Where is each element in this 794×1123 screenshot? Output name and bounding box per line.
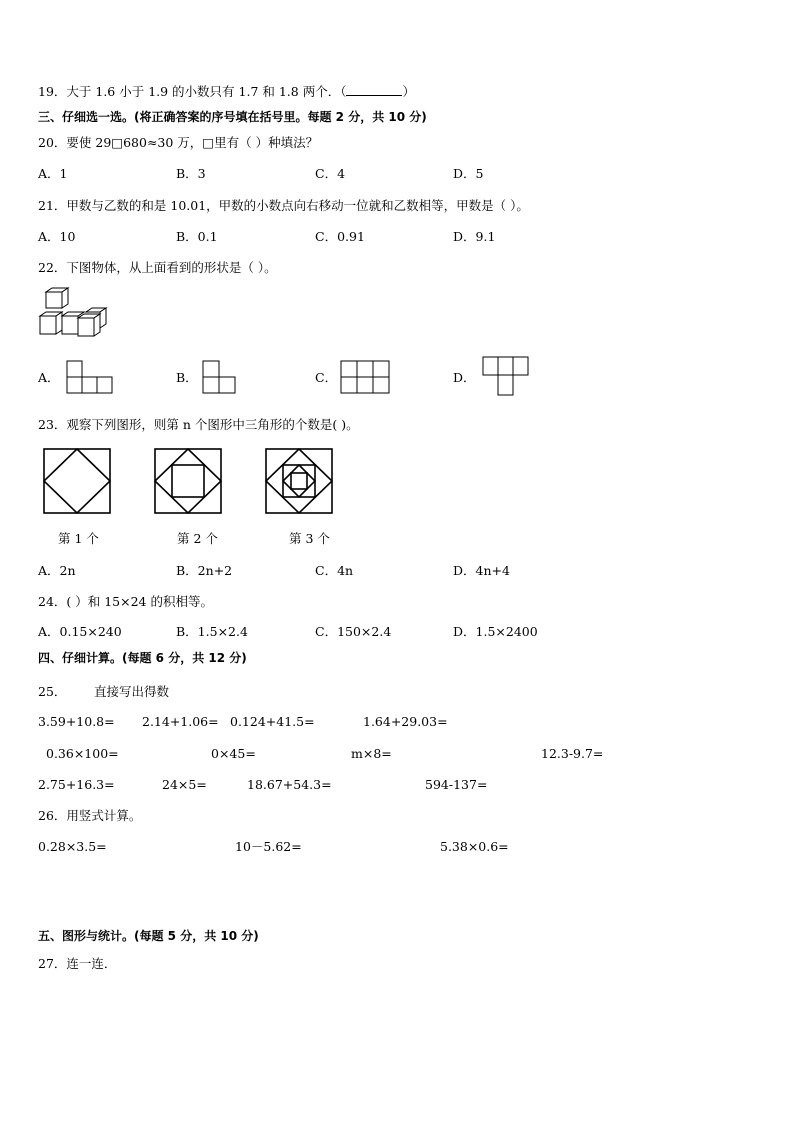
q26-item-2[interactable]: 10－5.62= xyxy=(235,839,302,854)
q25-r1-c3[interactable]: 0.124+41.5= xyxy=(230,714,315,729)
q20-option-a[interactable]: A．1 xyxy=(38,166,68,181)
q20-option-c[interactable]: C．4 xyxy=(315,166,346,181)
q24-option-a[interactable]: A．0.15×240 xyxy=(38,624,122,639)
q25-r3-c3[interactable]: 18.67+54.3= xyxy=(247,777,332,792)
q25-r3-c4[interactable]: 594-137= xyxy=(425,777,488,792)
q23-option-a[interactable]: A．2n xyxy=(38,563,76,578)
q24-option-d[interactable]: D．1.5×2400 xyxy=(453,624,538,639)
cube-stack-figure xyxy=(38,288,110,340)
q23-option-d[interactable]: D．4n+4 xyxy=(453,563,510,578)
question-19 xyxy=(38,83,415,100)
q23-option-b[interactable]: B．2n+2 xyxy=(176,563,233,578)
figure-1-caption: 第 1 个 xyxy=(58,531,99,546)
question-25-number: 25． xyxy=(38,684,67,699)
section-3-heading: 三、仔细选一选。(将正确答案的序号填在括号里。每题 2 分，共 10 分) xyxy=(38,110,427,124)
question-23: 23．观察下列图形，则第 n 个图形中三角形的个数是( )。 xyxy=(38,417,359,432)
q25-r1-c2[interactable]: 2.14+1.06= xyxy=(142,714,219,729)
section-5-heading: 五、图形与统计。(每题 5 分，共 10 分) xyxy=(38,929,259,943)
question-21: 21．甲数与乙数的和是 10.01，甲数的小数点向右移动一位就和乙数相等，甲数是（ ）。 xyxy=(38,198,529,213)
figure-2-caption: 第 2 个 xyxy=(177,531,218,546)
q21-option-d[interactable]: D．9.1 xyxy=(453,229,496,244)
question-20: 20．要使 29□680≈30 万，□里有（ ）种填法？ xyxy=(38,135,319,150)
q25-r2-c2[interactable]: 0×45= xyxy=(211,746,256,761)
q22-option-c-shape xyxy=(340,360,390,394)
question-27: 27．连一连． xyxy=(38,956,117,971)
q21-option-b[interactable]: B．0.1 xyxy=(176,229,218,244)
question-26: 26．用竖式计算。 xyxy=(38,808,142,823)
q19-text: 19．大于 1.6 小于 1.9 的小数只有 1.7 和 1.8 两个．（ xyxy=(38,84,347,99)
section-4-heading: 四、仔细计算。(每题 6 分，共 12 分) xyxy=(38,651,247,665)
q25-r2-c3[interactable]: m×8= xyxy=(351,746,392,761)
q25-r3-c1[interactable]: 2.75+16.3= xyxy=(38,777,115,792)
question-24: 24．( ）和 15×24 的积相等。 xyxy=(38,594,213,609)
q22-option-d[interactable]: D． xyxy=(453,370,476,385)
q25-r2-c4[interactable]: 12.3-9.7= xyxy=(541,746,604,761)
q22-option-b-shape xyxy=(202,360,236,394)
q24-option-c[interactable]: C．150×2.4 xyxy=(315,624,392,639)
q22-option-a-shape xyxy=(66,360,114,394)
q21-option-c[interactable]: C．0.91 xyxy=(315,229,365,244)
q20-option-b[interactable]: B．3 xyxy=(176,166,206,181)
question-22: 22．下图物体，从上面看到的形状是（ ）。 xyxy=(38,260,277,275)
q25-r1-c1[interactable]: 3.59+10.8= xyxy=(38,714,115,729)
q24-option-b[interactable]: B．1.5×2.4 xyxy=(176,624,248,639)
answer-blank[interactable] xyxy=(346,83,402,96)
q20-option-d[interactable]: D．5 xyxy=(453,166,484,181)
q23-option-c[interactable]: C．4n xyxy=(315,563,354,578)
q22-option-c[interactable]: C． xyxy=(315,370,338,385)
question-25-title: 直接写出得数 xyxy=(94,684,170,699)
pattern-figure-1 xyxy=(43,448,111,514)
q22-option-d-shape xyxy=(482,356,532,398)
q25-r1-c4[interactable]: 1.64+29.03= xyxy=(363,714,448,729)
q26-item-1[interactable]: 0.28×3.5= xyxy=(38,839,107,854)
q19-close: ） xyxy=(402,84,415,99)
figure-3-caption: 第 3 个 xyxy=(289,531,330,546)
q25-r3-c2[interactable]: 24×5= xyxy=(162,777,207,792)
q26-item-3[interactable]: 5.38×0.6= xyxy=(440,839,509,854)
pattern-figure-2 xyxy=(154,448,222,514)
pattern-figure-3 xyxy=(265,448,333,514)
q22-option-b[interactable]: B． xyxy=(176,370,198,385)
q25-r2-c1[interactable]: 0.36×100= xyxy=(46,746,119,761)
q22-option-a[interactable]: A． xyxy=(38,370,60,385)
q21-option-a[interactable]: A．10 xyxy=(38,229,76,244)
